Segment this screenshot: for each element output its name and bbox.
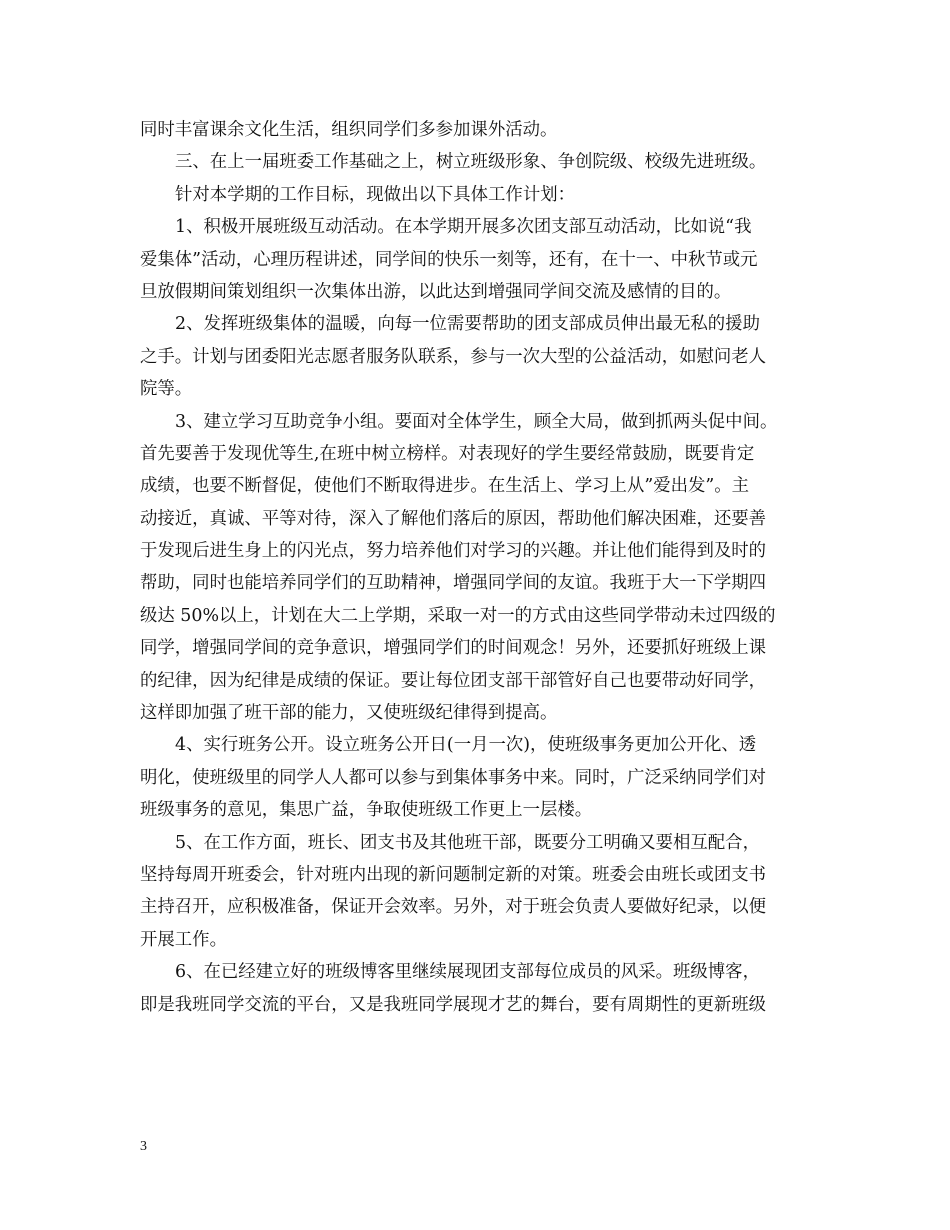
text-line: 于发现后进生身上的闪光点，努力培养他们对学习的兴趣。并让他们能得到及时的	[140, 541, 767, 562]
text-line: 首先要善于发现优等生,在班中树立榜样。对表现好的学生要经常鼓励，既要肯定	[140, 443, 755, 464]
text-line: 1、积极开展班级互动活动。在本学期开展多次团支部互动活动，比如说“我	[175, 217, 752, 238]
text-line: 之手。计划与团委阳光志愿者服务队联系，参与一次大型的公益活动，如慰问老人	[140, 346, 767, 367]
text-line: 5、在工作方面，班长、团支书及其他班干部，既要分工明确又要相互配合，	[175, 832, 760, 853]
document-body	[140, 114, 816, 1021]
text-line: 坚持每周开班委会，针对班内出现的新问题制定新的对策。班委会由班长或团支书	[140, 864, 767, 885]
text-line: 这样即加强了班干部的能力，又使班级纪律得到提高。	[140, 703, 558, 724]
text-line: 班级事务的意见，集思广益，争取使班级工作更上一层楼。	[140, 800, 593, 821]
text-line: 爱集体”活动，心理历程讲述，同学间的快乐一刻等，还有，在十一、中秋节或元	[140, 249, 758, 270]
text-line: 3、建立学习互助竞争小组。要面对全体学生，顾全大局，做到抓两头促中间。	[175, 411, 778, 432]
page-number: 3	[140, 1139, 147, 1154]
text-line: 主持召开，应积极准备，保证开会效率。另外，对于班会负责人要做好纪录，以便	[140, 897, 767, 918]
text-line: 明化，使班级里的同学人人都可以参与到集体事务中来。同时，广泛采纳同学们对	[140, 767, 767, 788]
text-line: 的纪律，因为纪律是成绩的保证。要让每位团支部干部管好自己也要带动好同学，	[140, 670, 767, 691]
text-line: 针对本学期的工作目标，现做出以下具体工作计划：	[175, 184, 575, 205]
text-line: 三、在上一届班委工作基础之上，树立班级形象、争创院级、校级先进班级。	[175, 152, 767, 173]
text-line: 成绩，也要不断督促，使他们不断取得进步。在生活上、学习上从”爱出发”。主	[140, 476, 750, 497]
text-line: 旦放假期间策划组织一次集体出游，以此达到增强同学间交流及感情的目的。	[140, 281, 732, 302]
text-line: 开展工作。	[140, 929, 227, 950]
text-line: 6、在已经建立好的班级博客里继续展现团支部每位成员的风采。班级博客，	[175, 962, 760, 983]
text-line: 同学，增强同学间的竞争意识，增强同学们的时间观念！另外，还要抓好班级上课	[140, 638, 767, 659]
text-line: 帮助，同时也能培养同学们的互助精神，增强同学间的友谊。我班于大一下学期四	[140, 573, 767, 594]
text-line: 4、实行班务公开。设立班务公开日(一月一次)，使班级事务更加公开化、透	[175, 735, 757, 756]
text-line: 级达 50%以上，计划在大二上学期，采取一对一的方式由这些同学带动未过四级的	[140, 605, 776, 626]
text-line: 2、发挥班级集体的温暖，向每一位需要帮助的团支部成员伸出最无私的援助	[175, 314, 760, 335]
text-line: 同时丰富课余文化生活，组织同学们多参加课外活动。	[140, 120, 558, 140]
text-line: 院等。	[140, 379, 193, 400]
text-line: 即是我班同学交流的平台，又是我班同学展现才艺的舞台，要有周期性的更新班级	[140, 994, 767, 1015]
text-line: 动接近，真诚、平等对待，深入了解他们落后的原因，帮助他们解决困难，还要善	[140, 508, 767, 529]
